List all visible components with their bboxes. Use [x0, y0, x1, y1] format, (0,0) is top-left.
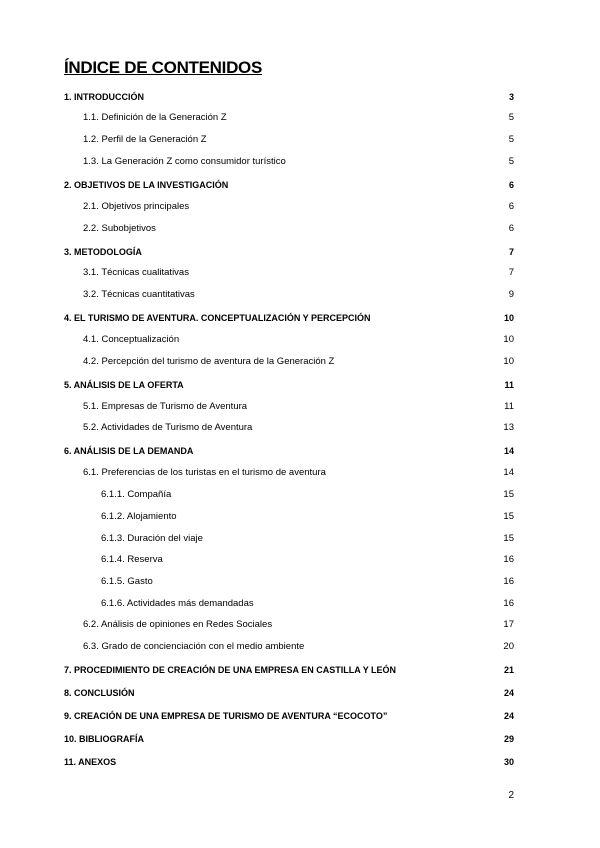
- toc-entry: [0, 311, 600, 325]
- toc-entry: [0, 686, 600, 700]
- toc-entry-page: 7: [508, 267, 514, 278]
- page-number: 2: [508, 790, 514, 801]
- toc-entry: [0, 266, 600, 280]
- toc-entry-title: 2. OBJETIVOS DE LA INVESTIGACIÓN: [64, 180, 229, 190]
- toc-entry-title: 4.2. Percepción del turismo de aventura de la Generación Z: [83, 356, 335, 367]
- toc-entry-title: 10. BIBLIOGRAFÍA: [64, 734, 145, 744]
- toc-entry-page: 6: [508, 223, 514, 234]
- toc-entry-title: 1.2. Perfil de la Generación Z: [83, 134, 207, 145]
- toc-entry-page: 11: [504, 380, 514, 390]
- toc-entry: [0, 200, 600, 214]
- toc-entry: [0, 421, 600, 435]
- toc-entry: [0, 553, 600, 567]
- toc-entry-page: 24: [503, 688, 514, 698]
- toc-entry: [0, 155, 600, 169]
- toc-entry-title: 6.1.2. Alojamiento: [101, 511, 177, 522]
- toc-entry-page: 20: [503, 641, 514, 652]
- toc-entry-title: 6.1.6. Actividades más demandadas: [101, 598, 254, 609]
- toc-entry: [0, 444, 600, 458]
- toc-entry: [0, 640, 600, 654]
- toc-entry-page: 16: [503, 598, 514, 609]
- toc-entry: [0, 90, 600, 104]
- toc-entry-title: 9. CREACIÓN DE UNA EMPRESA DE TURISMO DE AVENTURA “ECOCOTO”: [64, 711, 388, 721]
- toc-entry-title: 3.2. Técnicas cuantitativas: [83, 289, 195, 300]
- toc-entry-page: 24: [503, 711, 514, 721]
- toc-entry-page: 5: [508, 134, 514, 145]
- toc-entry: [0, 597, 600, 611]
- toc-entry: [0, 732, 600, 746]
- toc-entry-page: 15: [503, 489, 514, 500]
- toc-entry-page: 17: [503, 619, 514, 630]
- toc-entry: [0, 618, 600, 632]
- toc-entry-page: 16: [503, 554, 514, 565]
- toc-entry-title: 6.1.4. Reserva: [101, 554, 163, 565]
- toc-entry-page: 15: [503, 511, 514, 522]
- toc-entry: [0, 510, 600, 524]
- toc-entry-page: 11: [504, 401, 514, 412]
- toc-entry-title: 6.1.1. Compañía: [101, 489, 172, 500]
- toc-entry: [0, 400, 600, 414]
- toc-entry-title: 1.1. Definición de la Generación Z: [83, 112, 227, 123]
- toc-entry-page: 3: [508, 92, 514, 102]
- toc-entry-page: 16: [503, 576, 514, 587]
- toc-entry: [0, 532, 600, 546]
- toc-entry: [0, 378, 600, 392]
- toc-entry-title: 4. EL TURISMO DE AVENTURA. CONCEPTUALIZACIÓN Y PERCEPCIÓN: [64, 313, 371, 323]
- toc-entry: [0, 178, 600, 192]
- toc-entry-title: 6. ANÁLISIS DE LA DEMANDA: [64, 446, 194, 456]
- toc-entry-page: 29: [503, 734, 514, 744]
- toc-entry-title: 6.1.3. Duración del viaje: [101, 533, 203, 544]
- toc-entry-page: 21: [503, 665, 514, 675]
- toc-entry-title: 5.2. Actividades de Turismo de Aventura: [83, 422, 253, 433]
- toc-entry-page: 14: [503, 467, 514, 478]
- toc-entry-title: 1.3. La Generación Z como consumidor turístico: [83, 156, 286, 167]
- toc-entry: [0, 575, 600, 589]
- toc-entry: [0, 133, 600, 147]
- toc-entry: [0, 333, 600, 347]
- toc-entry-title: 6.3. Grado de concienciación con el medio ambiente: [83, 641, 305, 652]
- toc-entry: [0, 245, 600, 259]
- toc-entry: [0, 111, 600, 125]
- toc-entry-page: 10: [503, 313, 514, 323]
- toc-entry-page: 7: [508, 247, 514, 257]
- toc-entry: [0, 355, 600, 369]
- toc-entry-title: 5. ANÁLISIS DE LA OFERTA: [64, 380, 184, 390]
- toc-entry-page: 14: [503, 446, 514, 456]
- toc-entry: [0, 488, 600, 502]
- toc-entry: [0, 709, 600, 723]
- toc-entry-title: 8. CONCLUSIÓN: [64, 688, 135, 698]
- toc-entry-page: 13: [503, 422, 514, 433]
- toc-entry-title: 5.1. Empresas de Turismo de Aventura: [83, 401, 248, 412]
- toc-entry-title: 6.2. Análisis de opiniones en Redes Sociales: [83, 619, 273, 630]
- toc-entry: [0, 663, 600, 677]
- toc-entry-page: 6: [508, 180, 514, 190]
- toc-entry-title: 2.2. Subobjetivos: [83, 223, 156, 234]
- toc-entry-title: 11. ANEXOS: [64, 757, 117, 767]
- toc-entry-title: 4.1. Conceptualización: [83, 334, 180, 345]
- toc-entry: [0, 288, 600, 302]
- toc-entry-page: 5: [508, 112, 514, 123]
- toc-entry-page: 10: [503, 334, 514, 345]
- toc-entry-page: 5: [508, 156, 514, 167]
- toc-entry: [0, 466, 600, 480]
- toc-entry: [0, 755, 600, 769]
- toc-entry-title: 1. INTRODUCCIÓN: [64, 92, 145, 102]
- toc-entry: [0, 222, 600, 236]
- toc-entry-page: 15: [503, 533, 514, 544]
- page-title: ÍNDICE DE CONTENIDOS: [64, 58, 263, 77]
- toc-entry-title: 7. PROCEDIMIENTO DE CREACIÓN DE UNA EMPRESA EN CASTILLA Y LEÓN: [64, 665, 397, 675]
- toc-entry-title: 3. METODOLOGÍA: [64, 247, 142, 257]
- toc-entry-title: 2.1. Objetivos principales: [83, 201, 190, 212]
- toc-entry-page: 30: [503, 757, 514, 767]
- toc-entry-page: 10: [503, 356, 514, 367]
- toc-entry-title: 3.1. Técnicas cualitativas: [83, 267, 189, 278]
- toc-entry-title: 6.1. Preferencias de los turistas en el turismo de aventura: [83, 467, 326, 478]
- toc-entry-title: 6.1.5. Gasto: [101, 576, 153, 587]
- toc-entry-page: 6: [508, 201, 514, 212]
- toc-entry-page: 9: [508, 289, 514, 300]
